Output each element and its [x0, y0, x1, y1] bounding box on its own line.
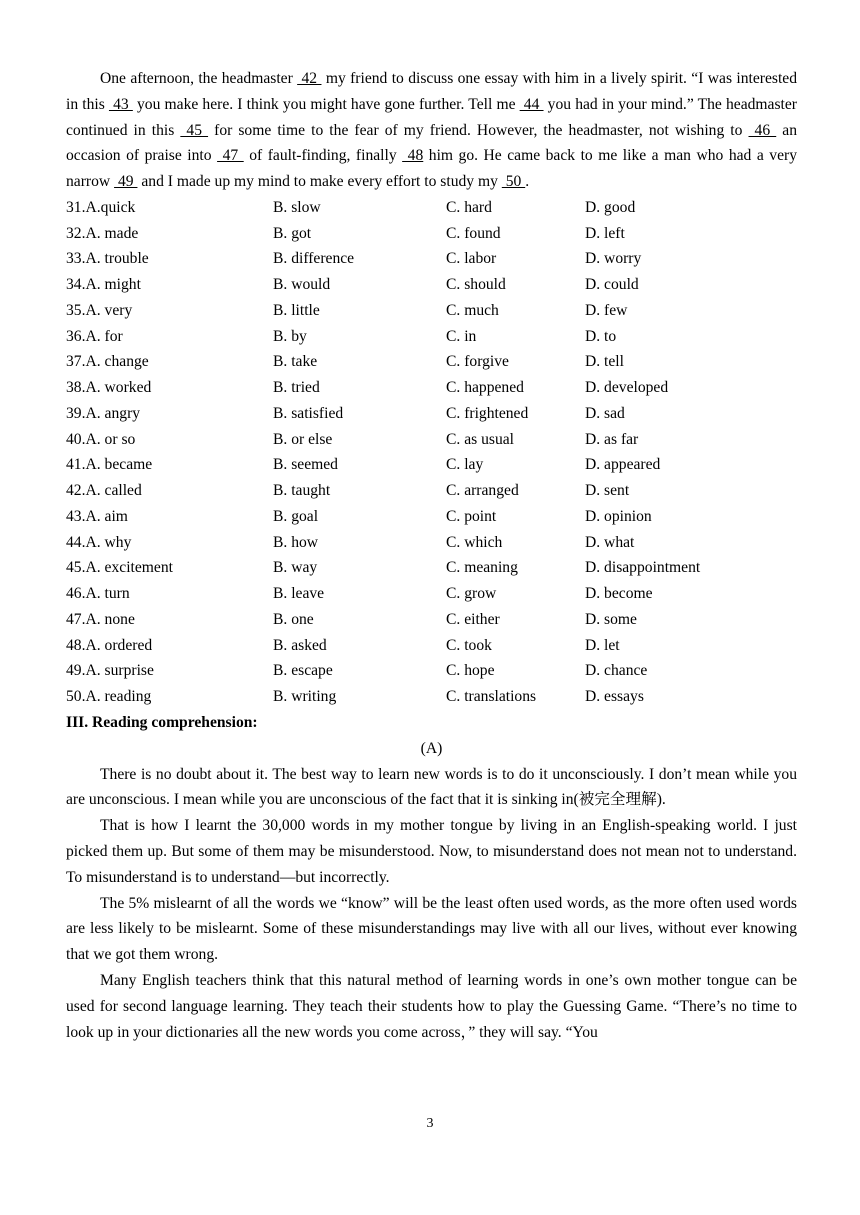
- option-c: C. found: [446, 224, 501, 242]
- option-b: B. escape: [273, 662, 333, 680]
- option-b: B. writing: [273, 688, 337, 706]
- option-row: [66, 298, 797, 324]
- option-row: [66, 555, 797, 581]
- option-b: B. leave: [273, 585, 325, 603]
- option-a: 32.A. made: [66, 224, 139, 242]
- option-b: B. way: [273, 559, 318, 577]
- option-d: D. opinion: [585, 507, 652, 525]
- passage-text: .: [525, 173, 530, 191]
- option-b: B. take: [273, 353, 318, 371]
- option-a: 49.A. surprise: [66, 662, 154, 680]
- option-c: C. in: [446, 327, 477, 345]
- option-c: C. forgive: [446, 353, 509, 371]
- option-b: B. by: [273, 327, 307, 345]
- option-a: 37.A. change: [66, 353, 149, 371]
- page-number: 3: [426, 1116, 434, 1131]
- option-row: [66, 246, 797, 272]
- reading-paragraph: There is no doubt about it. The best way to learn new words is to do it unconsciously. I don’t mean while you are unconscious. I mean while you are unconscious of the fact that it is sinking in(被完全理解).: [66, 765, 797, 809]
- blank-49: 49: [114, 173, 138, 191]
- reading-paragraph: The 5% mislearnt of all the words we “know” will be the least often used words, as the more often used words are less likely to be mislearnt. Some of these misunderstandings may live with all our lives, without ever knowing that we got them wrong.: [66, 894, 797, 964]
- option-a: 31.A.quick: [66, 198, 136, 216]
- option-row: [66, 684, 797, 710]
- option-d: D. as far: [585, 430, 639, 448]
- option-row: [66, 633, 797, 659]
- option-c: C. point: [446, 507, 497, 525]
- option-a: 45.A. excitement: [66, 559, 173, 577]
- option-b: B. slow: [273, 198, 321, 216]
- option-d: D. essays: [585, 688, 644, 706]
- blank-50: 50: [501, 173, 526, 191]
- option-c: C. hope: [446, 662, 495, 680]
- passage-text: for some time to the fear of my friend. However, the headmaster, not wishing to: [208, 121, 749, 139]
- option-a: 50.A. reading: [66, 688, 152, 706]
- option-a: 39.A. angry: [66, 404, 141, 422]
- blank-48: 48: [402, 147, 424, 165]
- option-row: [66, 478, 797, 504]
- option-d: D. become: [585, 585, 653, 603]
- option-c: C. as usual: [446, 430, 515, 448]
- reading-paragraph: Many English teachers think that this natural method of learning words in one’s own mother tongue can be used for second language learning. They teach their students how to play the Guessing Game. “There’s no time to look up in your dictionaries all the new words you come across，” they will say. “You: [66, 971, 797, 1041]
- option-b: B. how: [273, 533, 319, 551]
- option-b: B. or else: [273, 430, 333, 448]
- passage-text: you had in your mind.” The headmaster continued in this: [66, 95, 797, 139]
- option-row: [66, 349, 797, 375]
- option-row: [66, 658, 797, 684]
- option-c: C. took: [446, 636, 492, 654]
- option-d: D. sad: [585, 404, 625, 422]
- blank-44: 44: [519, 95, 544, 113]
- option-d: D. let: [585, 636, 620, 654]
- option-d: D. what: [585, 533, 635, 551]
- option-d: D. could: [585, 276, 639, 294]
- option-b: B. difference: [273, 250, 355, 268]
- option-b: B. little: [273, 301, 320, 319]
- option-b: B. got: [273, 224, 312, 242]
- passage-text: him go. He came back to me like a man who had a very narrow: [66, 147, 797, 191]
- option-c: C. translations: [446, 688, 537, 706]
- passage-text: One afternoon, the headmaster: [100, 70, 298, 87]
- option-b: B. asked: [273, 636, 327, 654]
- option-c: C. hard: [446, 198, 492, 216]
- option-a: 47.A. none: [66, 610, 135, 628]
- option-c: C. much: [446, 301, 499, 319]
- option-d: D. disappointment: [585, 559, 701, 577]
- option-b: B. taught: [273, 482, 331, 500]
- option-row: [66, 452, 797, 478]
- option-c: C. happened: [446, 379, 524, 397]
- passage-text: and I made up my mind to make every effort to study my: [137, 173, 502, 191]
- option-d: D. left: [585, 224, 625, 242]
- option-d: D. good: [585, 198, 636, 216]
- blank-45: 45: [180, 121, 209, 139]
- option-c: C. meaning: [446, 559, 518, 577]
- option-b: B. goal: [273, 507, 319, 525]
- option-b: B. tried: [273, 379, 320, 397]
- document-page: [66, 66, 797, 1045]
- option-c: C. frightened: [446, 404, 529, 422]
- option-a: 41.A. became: [66, 456, 153, 474]
- option-c: C. lay: [446, 456, 484, 474]
- passage-text: you make here. I think you might have gone further. Tell me: [132, 95, 520, 113]
- option-b: B. seemed: [273, 456, 338, 474]
- option-a: 38.A. worked: [66, 379, 152, 397]
- cloze-passage: [66, 66, 797, 195]
- option-row: [66, 504, 797, 530]
- option-row: [66, 530, 797, 556]
- option-d: D. some: [585, 610, 637, 628]
- option-c: C. grow: [446, 585, 497, 603]
- blank-46: 46: [748, 121, 777, 139]
- blank-42: 42: [297, 70, 322, 87]
- option-d: D. few: [585, 301, 628, 319]
- option-a: 46.A. turn: [66, 585, 130, 603]
- option-a: 34.A. might: [66, 276, 141, 294]
- option-row: [66, 401, 797, 427]
- option-a: 44.A. why: [66, 533, 132, 551]
- option-d: D. chance: [585, 662, 648, 680]
- option-c: C. which: [446, 533, 503, 551]
- option-b: B. satisfied: [273, 404, 344, 422]
- option-d: D. sent: [585, 482, 630, 500]
- reading-paragraph: That is how I learnt the 30,000 words in my mother tongue by living in an English-speaking world. I just picked them up. But some of them may be misunderstood. Now, to misunderstand does not mean not to understand. To misunderstand is to understand—but incorrectly.: [66, 817, 797, 886]
- option-row: [66, 581, 797, 607]
- option-a: 35.A. very: [66, 301, 133, 319]
- section-title: III. Reading comprehension:: [66, 713, 258, 731]
- option-a: 36.A. for: [66, 327, 123, 345]
- blank-43: 43: [108, 95, 133, 113]
- option-a: 40.A. or so: [66, 430, 136, 448]
- option-row: [66, 427, 797, 453]
- option-row: [66, 195, 797, 221]
- option-d: D. worry: [585, 250, 642, 268]
- option-d: D. appeared: [585, 456, 661, 474]
- option-d: D. tell: [585, 353, 624, 371]
- passage-text: my friend to discuss one essay with him in a lively spirit. “I was interested in this: [66, 70, 798, 113]
- option-row: [66, 607, 797, 633]
- sub-title: (A): [420, 739, 443, 757]
- option-d: D. developed: [585, 379, 669, 397]
- option-row: [66, 272, 797, 298]
- option-row: [66, 375, 797, 401]
- option-a: 43.A. aim: [66, 507, 128, 525]
- passage-text: an occasion of praise into: [66, 121, 797, 165]
- option-a: 33.A. trouble: [66, 250, 149, 268]
- option-a: 42.A. called: [66, 482, 142, 500]
- option-b: B. one: [273, 610, 314, 628]
- blank-47: 47: [217, 147, 244, 165]
- option-c: C. should: [446, 276, 506, 294]
- option-row: [66, 324, 797, 350]
- option-c: C. labor: [446, 250, 497, 268]
- passage-text: of fault-finding, finally: [243, 147, 403, 165]
- option-c: C. arranged: [446, 482, 519, 500]
- option-b: B. would: [273, 276, 331, 294]
- option-d: D. to: [585, 327, 617, 345]
- options-list: [66, 195, 797, 710]
- option-row: [66, 221, 797, 247]
- option-a: 48.A. ordered: [66, 636, 153, 654]
- option-c: C. either: [446, 610, 500, 628]
